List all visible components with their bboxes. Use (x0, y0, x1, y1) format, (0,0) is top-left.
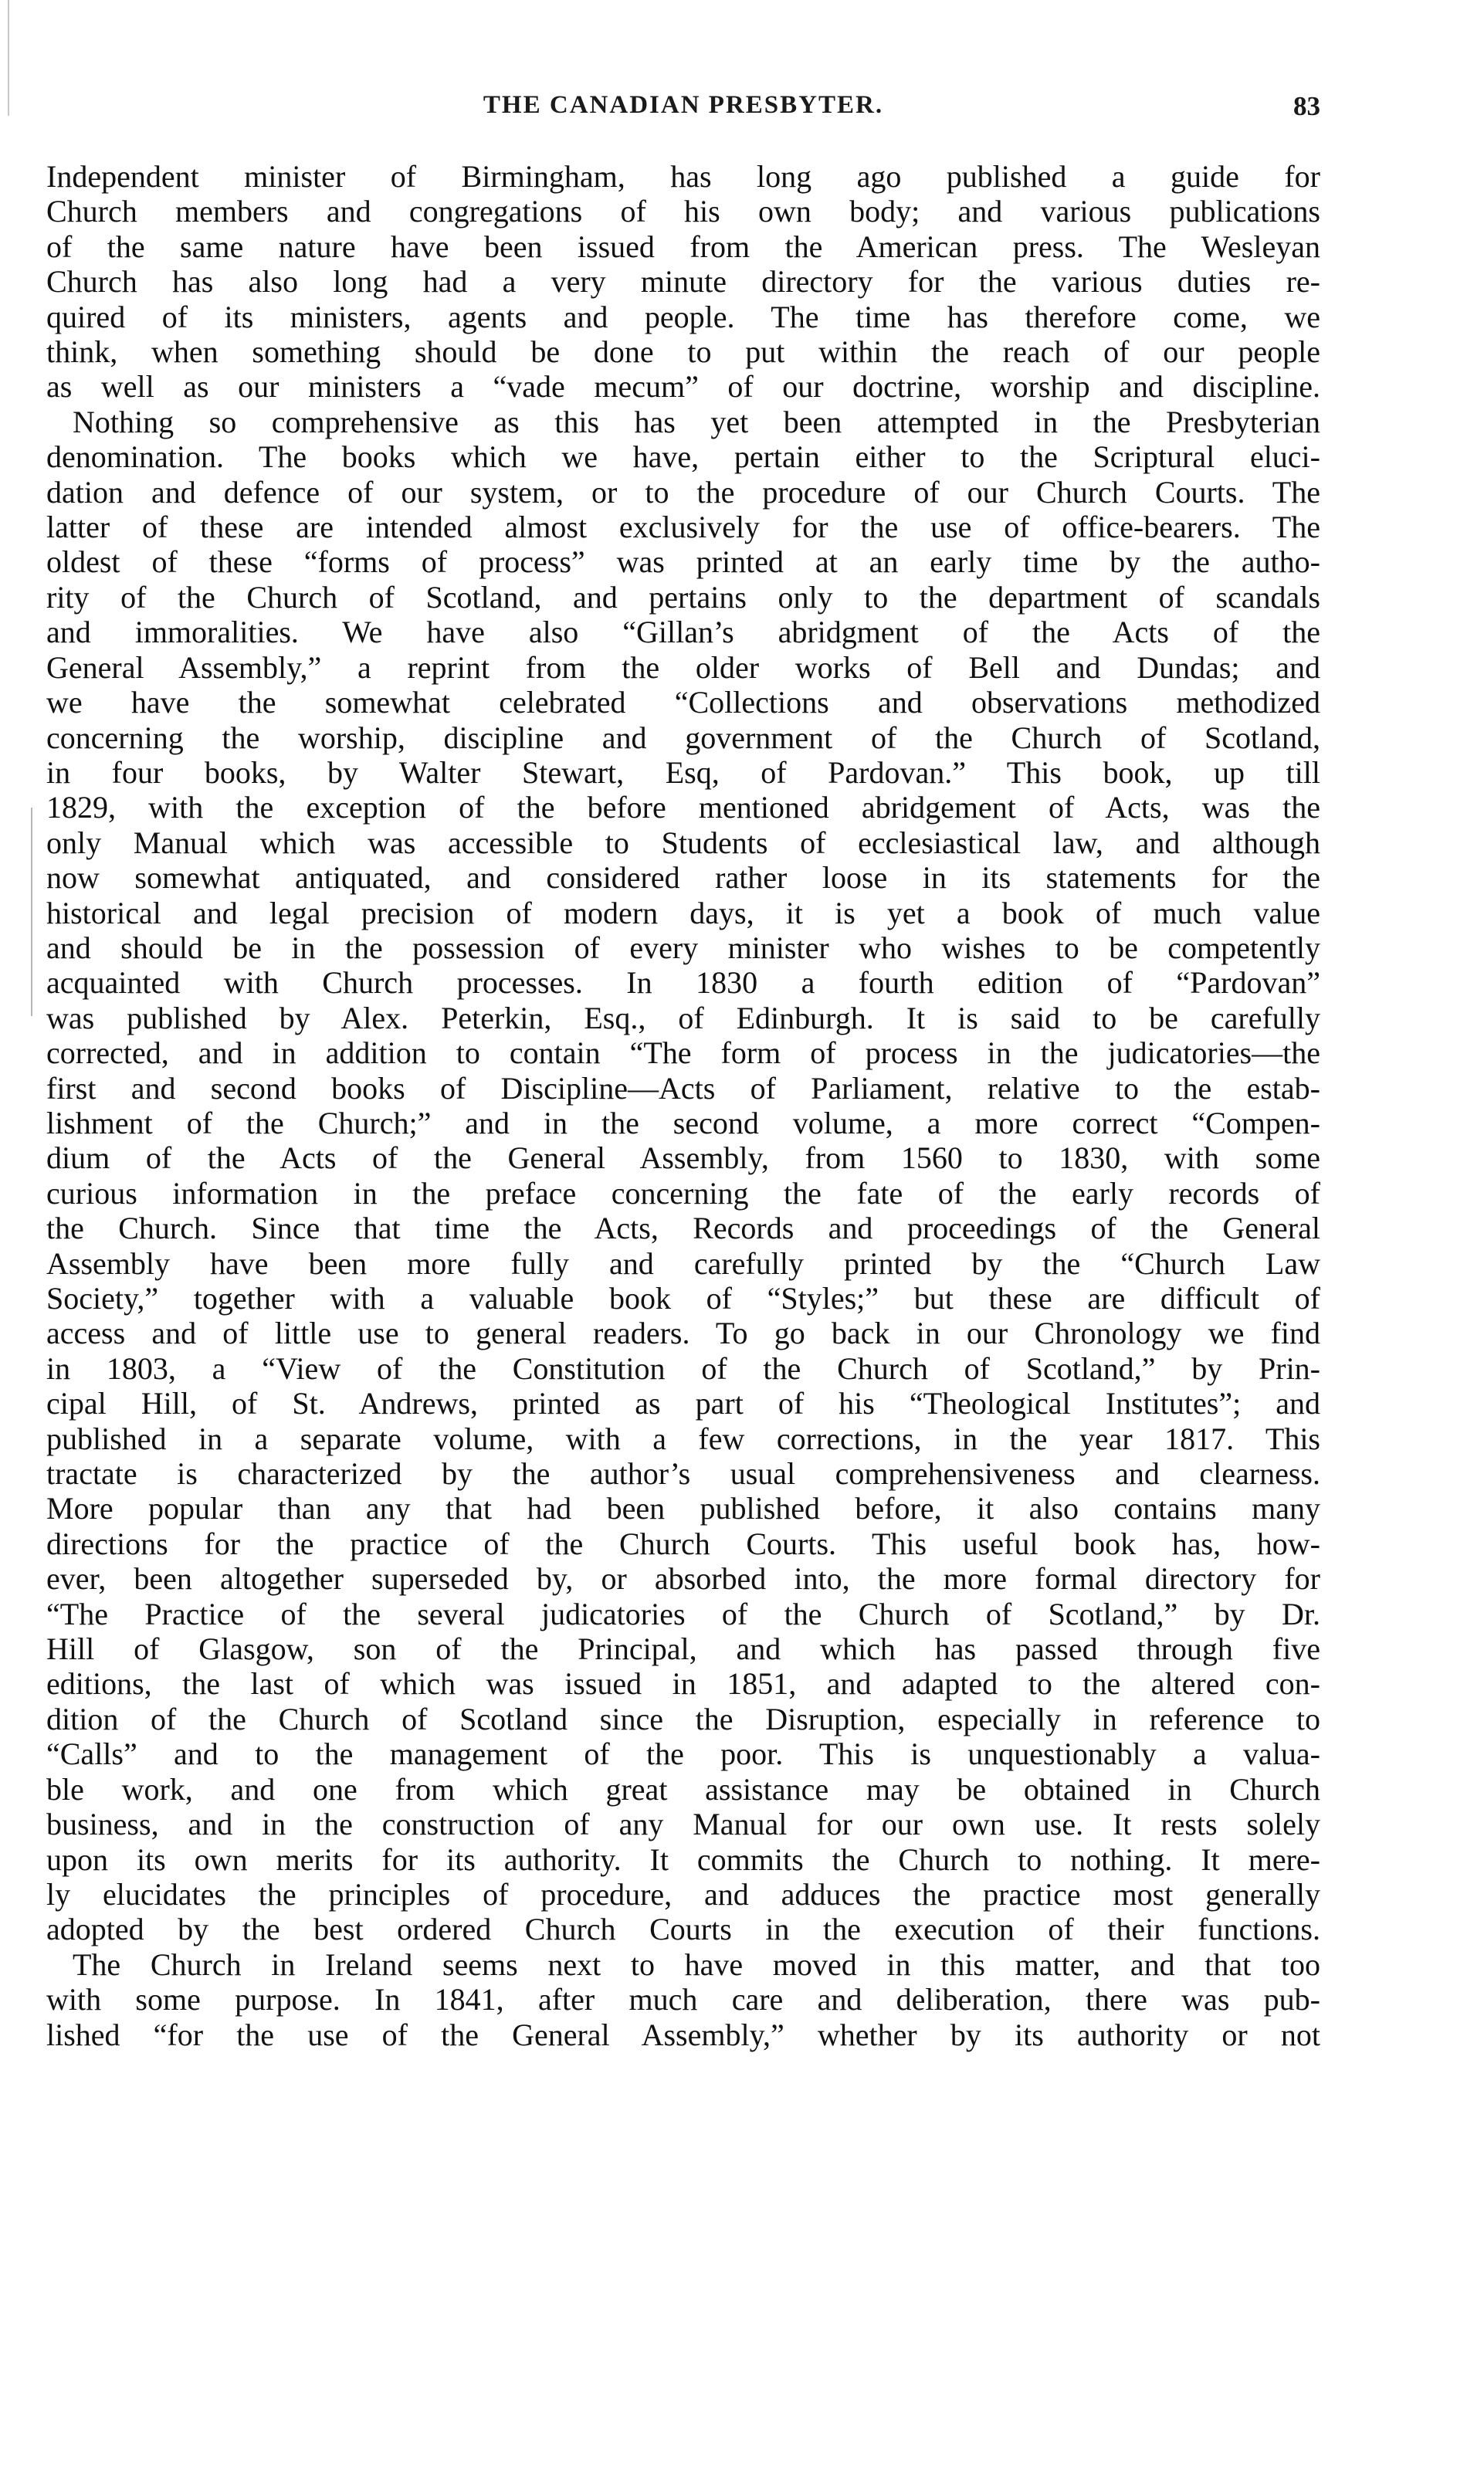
text-line: access and of little use to general readers. To go back in our Chronology we find (46, 1316, 1320, 1351)
text-line: Society,” together with a valuable book of “Styles;” but these are difficult of (46, 1281, 1320, 1316)
text-line: Nothing so comprehensive as this has yet been attempted in the Presbyterian (73, 404, 1320, 439)
text-line: Church has also long had a very minute directory for the various duties re- (46, 264, 1320, 300)
text-line: cipal Hill, of St. Andrews, printed as part of his “Theological Institutes”; and (46, 1386, 1320, 1421)
text-line: latter of these are intended almost exclusively for the use of office-bearers. The (46, 510, 1320, 545)
text-line: dium of the Acts of the General Assembly, from 1560 to 1830, with some (46, 1140, 1320, 1176)
text-line: as well as our ministers a “vade mecum” of our doctrine, worship and discipline. (46, 369, 1320, 405)
text-line: editions, the last of which was issued in 1851, and adapted to the altered con- (46, 1666, 1320, 1702)
text-line: oldest of these “forms of process” was printed at an early time by the autho- (46, 544, 1320, 580)
page-header (46, 91, 1320, 137)
text-line: The Church in Ireland seems next to have moved in this matter, and that too (73, 1946, 1320, 1982)
text-line: upon its own merits for its authority. It commits the Church to nothing. It mere- (46, 1841, 1320, 1877)
article-body (46, 159, 1320, 2052)
text-line: Hill of Glasgow, son of the Principal, and which has passed through five (46, 1631, 1320, 1667)
text-line: business, and in the construction of any Manual for our own use. It rests solely (46, 1807, 1320, 1842)
text-line: first and second books of Discipline—Acts of Parliament, relative to the estab- (46, 1070, 1320, 1106)
margin-rule (31, 808, 32, 1016)
text-line: tractate is characterized by the author’s usual comprehensiveness and clearness. (46, 1456, 1320, 1492)
text-line: lished “for the use of the General Assembly,” whether by its authority or not (46, 2017, 1320, 2052)
text-line: dation and defence of our system, or to the procedure of our Church Courts. The (46, 474, 1320, 510)
text-line: quired of its ministers, agents and people. The time has therefore come, we (46, 299, 1320, 334)
text-line: and should be in the possession of every minister who wishes to be competently (46, 930, 1320, 965)
text-line: Church members and congregations of his own body; and various publications (46, 194, 1320, 229)
text-line: the Church. Since that time the Acts, Records and proceedings of the General (46, 1211, 1320, 1246)
text-line: concerning the worship, discipline and government of the Church of Scotland, (46, 720, 1320, 755)
text-line: dition of the Church of Scotland since the Disruption, especially in reference to (46, 1701, 1320, 1736)
running-title: THE CANADIAN PRESBYTER. (483, 91, 884, 119)
text-line: we have the somewhat celebrated “Collections and observations methodized (46, 685, 1320, 720)
text-line: “Calls” and to the management of the poor. This is unquestionably a valua- (46, 1736, 1320, 1772)
text-line: More popular than any that had been published before, it also contains many (46, 1491, 1320, 1526)
paragraph (46, 1947, 1320, 2052)
text-line: published in a separate volume, with a few corrections, in the year 1817. This (46, 1421, 1320, 1456)
text-line: 1829, with the exception of the before mentioned abridgement of Acts, was the (46, 790, 1320, 825)
text-line: ly elucidates the principles of procedure, and adduces the practice most generally (46, 1876, 1320, 1912)
text-line: directions for the practice of the Church Courts. This useful book has, how- (46, 1526, 1320, 1561)
text-line: in four books, by Walter Stewart, Esq, of Pardovan.” This book, up till (46, 754, 1320, 790)
text-line: acquainted with Church processes. In 1830 a fourth edition of “Pardovan” (46, 965, 1320, 1001)
text-line: Independent minister of Birmingham, has long ago published a guide for (46, 159, 1320, 194)
text-line: think, when something should be done to put within the reach of our people (46, 334, 1320, 370)
text-line: curious information in the preface concerning the fate of the early records of (46, 1175, 1320, 1211)
text-line: denomination. The books which we have, pertain either to the Scriptural eluci- (46, 439, 1320, 475)
text-line: adopted by the best ordered Church Courts in the execution of their functions. (46, 1912, 1320, 1947)
text-line: and immoralities. We have also “Gillan’s abridgment of the Acts of the (46, 615, 1320, 650)
paragraph (46, 159, 1320, 405)
text-line: ever, been altogether superseded by, or absorbed into, the more formal directory for (46, 1561, 1320, 1597)
text-line: in 1803, a “View of the Constitution of the Church of Scotland,” by Prin- (46, 1350, 1320, 1386)
text-line: General Assembly,” a reprint from the older works of Bell and Dundas; and (46, 649, 1320, 685)
text-line: lishment of the Church;” and in the second volume, a more correct “Compen- (46, 1105, 1320, 1140)
text-line: rity of the Church of Scotland, and pertains only to the department of scandals (46, 579, 1320, 615)
text-line: only Manual which was accessible to Students of ecclesiastical law, and although (46, 825, 1320, 860)
scan-edge-mark (8, 0, 9, 116)
text-line: “The Practice of the several judicatories of the Church of Scotland,” by Dr. (46, 1596, 1320, 1631)
text-line: of the same nature have been issued from the American press. The Wesleyan (46, 229, 1320, 264)
text-line: corrected, and in addition to contain “The form of process in the judicatories—the (46, 1035, 1320, 1071)
text-line: historical and legal precision of modern days, it is yet a book of much value (46, 895, 1320, 930)
text-line: with some purpose. In 1841, after much care and deliberation, there was pub- (46, 1982, 1320, 2017)
paragraph (46, 405, 1320, 1947)
text-line: now somewhat antiquated, and considered rather loose in its statements for the (46, 860, 1320, 896)
page-number: 83 (1293, 91, 1320, 121)
text-line: Assembly have been more fully and carefully printed by the “Church Law (46, 1245, 1320, 1281)
text-line: ble work, and one from which great assistance may be obtained in Church (46, 1771, 1320, 1807)
text-line: was published by Alex. Peterkin, Esq., of Edinburgh. It is said to be carefully (46, 1000, 1320, 1035)
